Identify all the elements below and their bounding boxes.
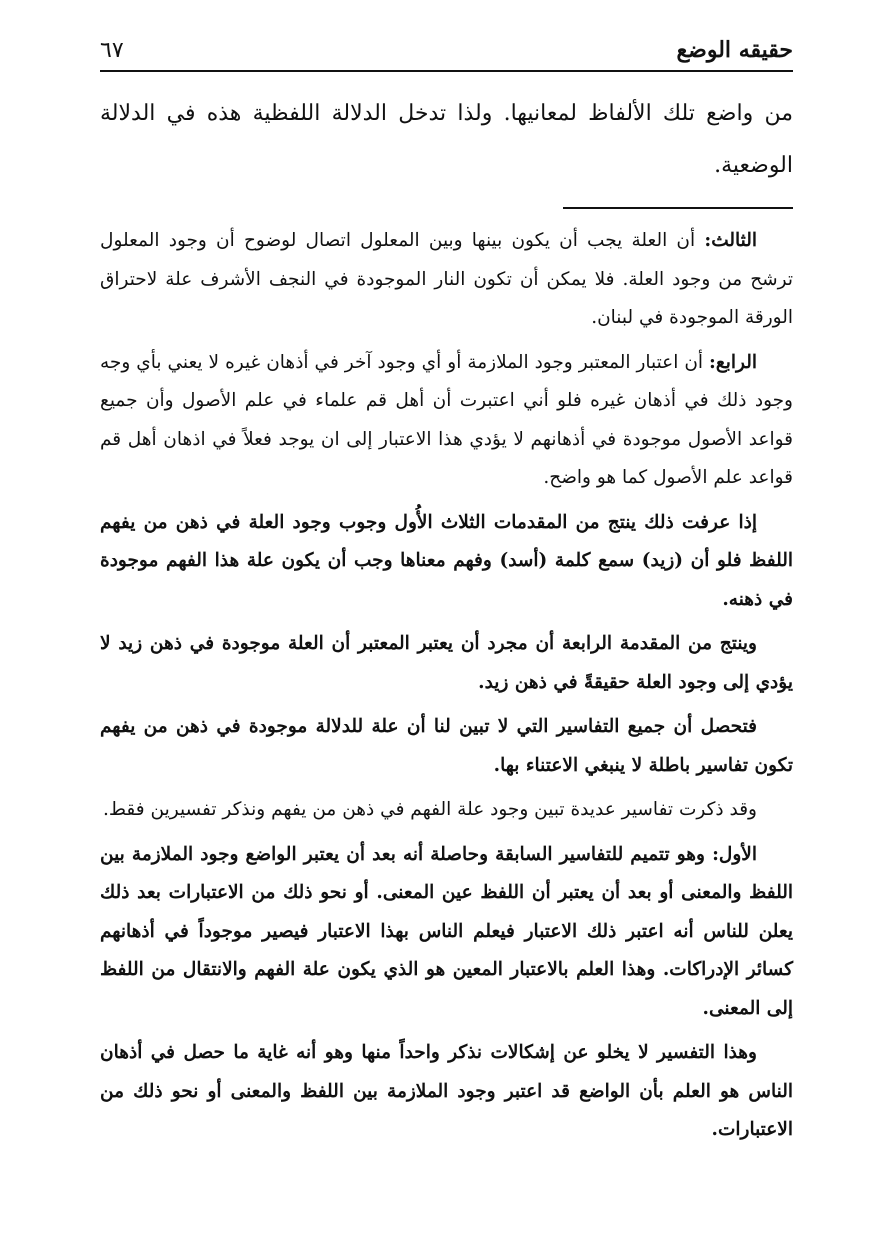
paragraph-lead: الأول:	[712, 843, 757, 865]
body-text	[100, 222, 793, 1156]
paragraph-text: إذا عرفت ذلك ينتج من المقدمات الثلاث الأُول وجوب وجود العلة في ذهن من يفهم اللفظ فلو أن (زيد) سمع كلمة (أسد) وفهم معناها وجب أن يكون علة هذا الفهم موجودة في ذهنه.	[100, 511, 793, 610]
continuation-paragraph: من واضع تلك الألفاظ لمعانيها. ولذا تدخل الدلالة اللفظية هذه في الدلالة الوضعية.	[100, 101, 793, 178]
paragraph-third	[100, 222, 793, 338]
paragraph-fourth	[100, 344, 793, 498]
paragraph-text: وهو تتميم للتفاسير السابقة وحاصلة أنه بعد أن يعتبر الواضع وجود الملازمة بين اللفظ والمعنى أو بعد أن يعتبر أن اللفظ عين المعنى. أو نحو ذلك من الاعتبارات بعد ذلك يعلن للناس أنه اعتبر ذلك الاعتبار فيعلم الناس بهذا الاعتبار فيصير موجوداً في أذهانهم كسائر الإدراكات. وهذا العلم بالاعتبار المعين هو الذي يكون علة الفهم والانتقال من اللفظ إلى المعنى.	[100, 843, 793, 1019]
paragraph-result	[100, 708, 793, 785]
running-title: حقيقه الوضع	[676, 37, 793, 63]
page-number: ٦٧	[100, 37, 124, 63]
paragraph-lead: الرابع:	[709, 351, 757, 373]
paragraph-lead: الثالث:	[704, 230, 757, 251]
paragraph-text: أن اعتبار المعتبر وجود الملازمة أو أي وجود آخر في أذهان غيره لا يعني بأي وجه وجود ذلك في أذهان غيره فلو أني اعتبرت أن أهل قم علماء في علم الأصول وأن جميع قواعد الأصول موجودة في أذهانهم لا يؤدي هذا الاعتبار إلى ان يوجد فعلاً في اذهان أهل قم قواعد علم الأصول كما هو واضح.	[100, 351, 793, 488]
paragraph-fourth-premise-result	[100, 625, 793, 702]
paragraph-text: وينتج من المقدمة الرابعة أن مجرد أن يعتبر المعتبر أن العلة موجودة في ذهن زيد لا يؤدي إلى وجود العلة حقيقةً في ذهن زيد.	[100, 633, 793, 693]
paragraph-text: وقد ذكرت تفاسير عديدة تبين وجود علة الفهم في ذهن من يفهم ونذكر تفسيرين فقط.	[102, 799, 757, 820]
paragraph-interpretations	[100, 791, 793, 830]
paragraph-text: أن العلة يجب أن يكون بينها وبين المعلول اتصال لوضوح أن وجود المعلول ترشح من وجود العلة. فلا يمكن أن تكون النار الموجودة في النجف الأشرف علة لاحتراق الورقة الموجودة في لبنان.	[100, 230, 793, 328]
paragraph-objection	[100, 1034, 793, 1150]
paragraph-text: وهذا التفسير لا يخلو عن إشكالات نذكر واحداً منها وهو أنه غاية ما حصل في أذهان الناس هو العلم بأن الواضع قد اعتبر وجود الملازمة بين اللفظ والمعنى أو نحو ذلك من الاعتبارات.	[100, 1042, 793, 1140]
paragraph-conclusion	[100, 504, 793, 620]
separator-rule	[563, 207, 793, 209]
paragraph-first-interpretation	[100, 836, 793, 1029]
paragraph-text: فتحصل أن جميع التفاسير التي لا تبين لنا أن علة للدلالة موجودة في ذهن من يفهم تكون تفاسير باطلة لا ينبغي الاعتناء بها.	[100, 716, 793, 776]
page-header	[100, 30, 793, 72]
